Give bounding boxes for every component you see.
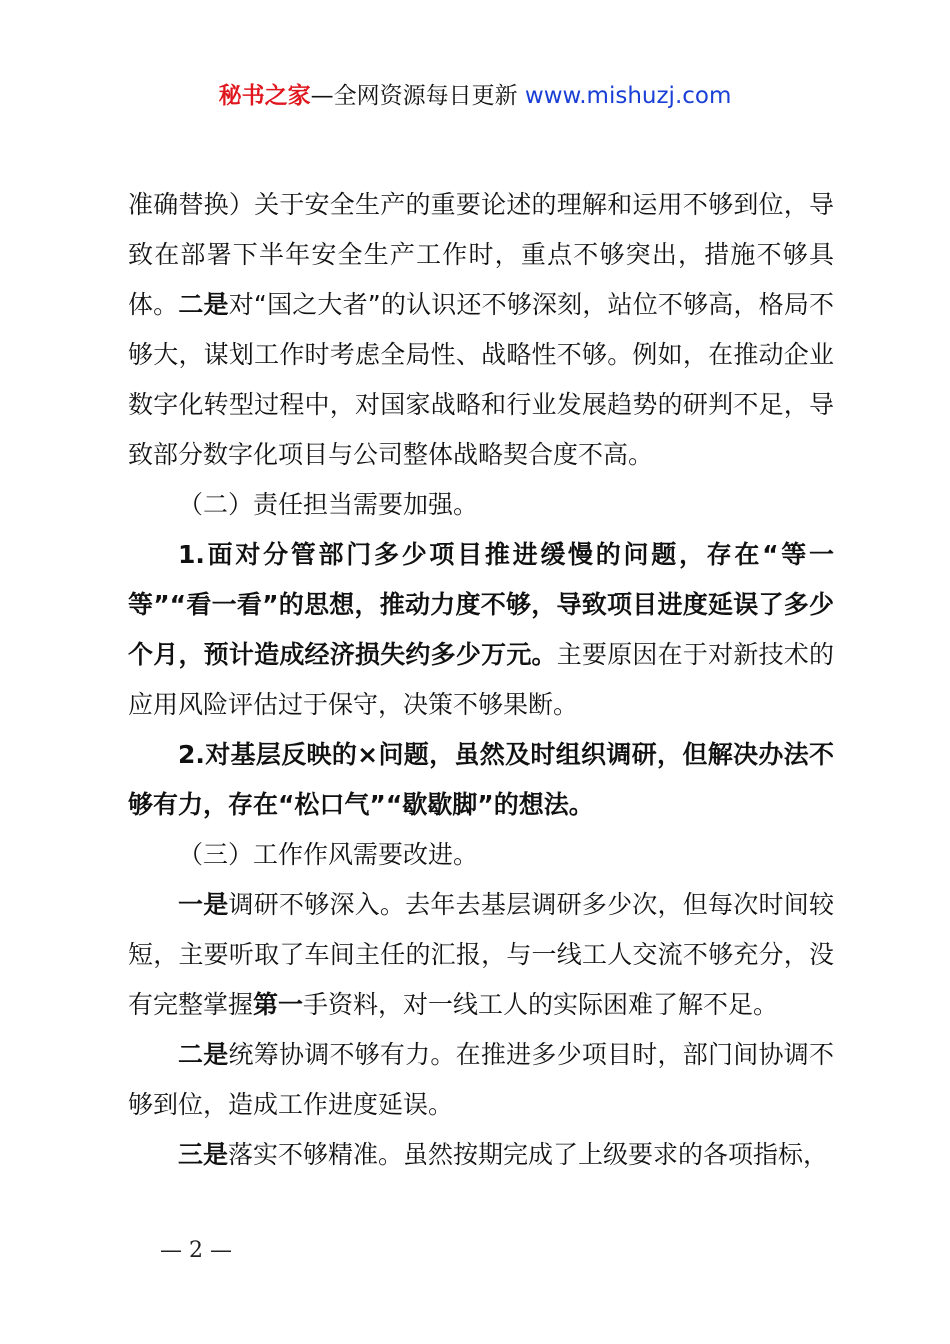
paragraph-6-text-a: 调研不够深入。去年去基层调研多少次，但每次时间较短，主要听取了车间主任的汇报，与一线工人交流不够充分，没有完整掌握 — [128, 890, 834, 1019]
paragraph-3-text: 主要原因在于对新技术的应用风险评估过于保守，决策不够果断。 — [128, 640, 834, 719]
page-number: — 2 — — [160, 1238, 232, 1263]
paragraph-8-marker: 三是 — [178, 1140, 229, 1169]
site-header — [0, 80, 950, 112]
paragraph-6-text-b: 手资料，对一线工人的实际困难了解不足。 — [303, 990, 779, 1019]
header-slogan: —全网资源每日更新 — [310, 83, 525, 109]
paragraph-1-text-b: 对“国之大者”的认识还不够深刻，站位不够高，格局不够大，谋划工作时考虑全局性、战略性不够。例如，在推动企业数字化转型过程中，对国家战略和行业发展趋势的研判不足，导致部分数字化项目与公司整体战略契合度不高。 — [128, 290, 834, 469]
paragraph-6 — [128, 880, 834, 1030]
paragraph-6-bold-word: 第一 — [253, 990, 304, 1019]
paragraph-1-text-a: 准确替换）关于安全生产的重要论述的理解和运用不够到位，导致在部署下半年安全生产工作时，重点不够突出，措施不够具体。 — [128, 190, 834, 319]
paragraph-7-text: 统筹协调不够有力。在推进多少项目时，部门间协调不够到位，造成工作进度延误。 — [128, 1040, 834, 1119]
site-url-link[interactable]: www.mishuzj.com — [524, 83, 732, 109]
paragraph-7 — [128, 1030, 834, 1130]
section-heading-3: （三）工作作风需要改进。 — [178, 840, 479, 869]
document-body — [128, 180, 834, 1180]
paragraph-1-marker: 二是 — [178, 290, 229, 319]
paragraph-3-bold: 1.面对分管部门多少项目推进缓慢的问题，存在“等一等”“看一看”的思想，推动力度不够，导致项目进度延误了多少个月，预计造成经济损失约多少万元。 — [128, 540, 834, 669]
paragraph-3 — [128, 530, 834, 730]
paragraph-1 — [128, 180, 834, 480]
paragraph-8 — [128, 1130, 834, 1180]
brand-name: 秘书之家 — [218, 83, 311, 109]
paragraph-7-marker: 二是 — [178, 1040, 229, 1069]
paragraph-8-text: 落实不够精准。虽然按期完成了上级要求的各项指标， — [228, 1140, 829, 1169]
section-heading-2: （二）责任担当需要加强。 — [178, 490, 479, 519]
paragraph-6-marker: 一是 — [178, 890, 229, 919]
paragraph-4 — [128, 730, 834, 830]
paragraph-4-bold: 2.对基层反映的×问题，虽然及时组织调研，但解决办法不够有力，存在“松口气”“歇歇脚”的想法。 — [128, 740, 834, 819]
